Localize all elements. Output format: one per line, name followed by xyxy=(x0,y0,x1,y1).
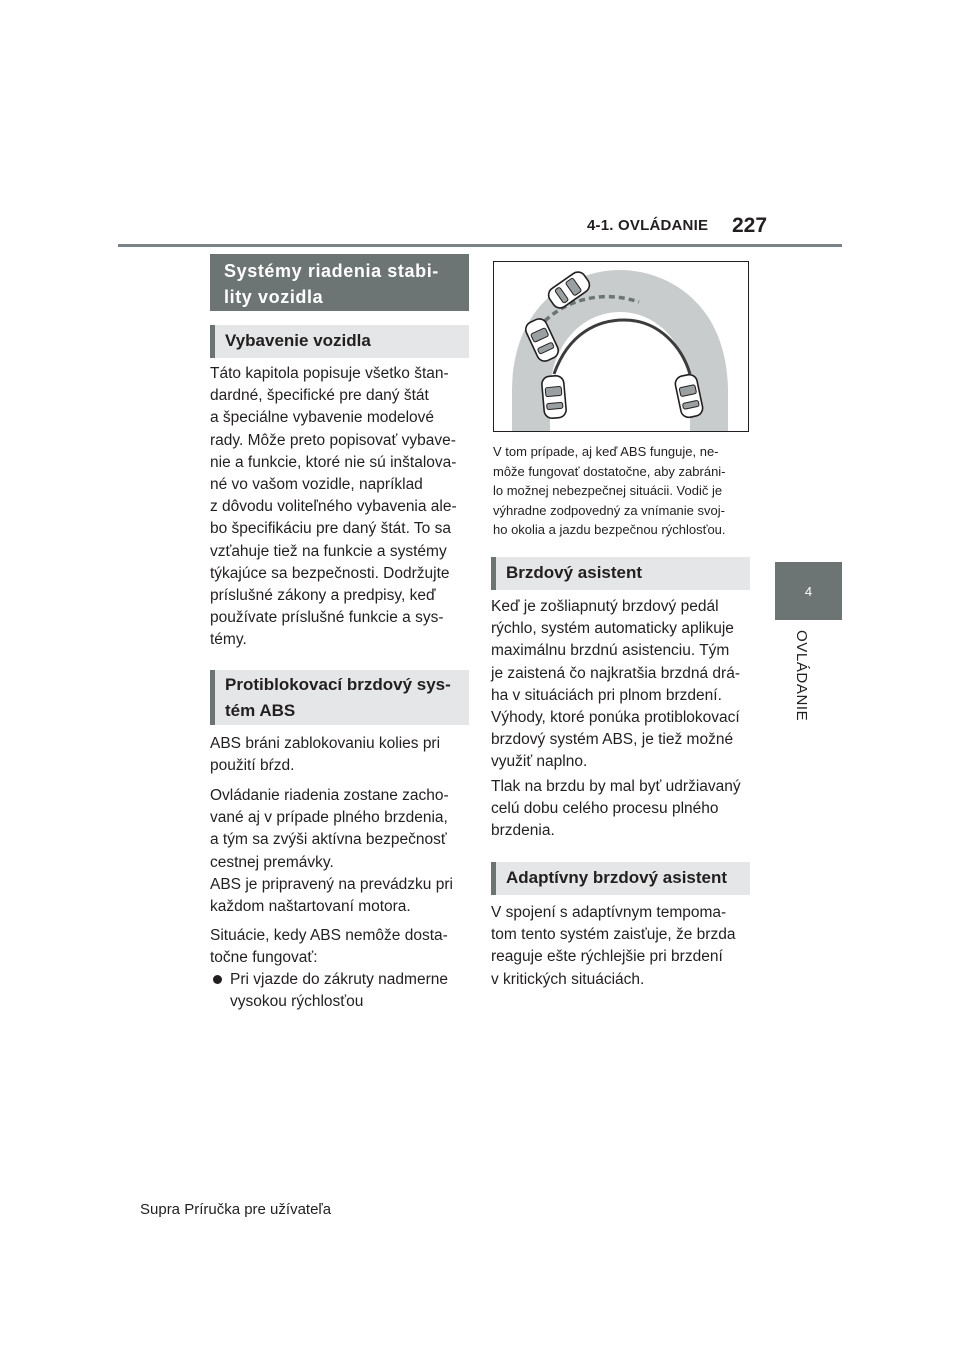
text-line: príslušné zákony a predpisy, keď xyxy=(210,587,436,605)
text-line: ABS je pripravený na prevádzku pri xyxy=(210,876,453,893)
abs-bullet-item xyxy=(213,969,475,1013)
text-line: Pri vjazde do zákruty nadmerne xyxy=(230,971,448,988)
curve-skid-diagram xyxy=(494,262,748,431)
text-line: brzdenia. xyxy=(491,822,555,840)
text-line: lo možnej nebezpečnej situácii. Vodič je xyxy=(493,483,723,498)
text-line: v kritických situáciách. xyxy=(491,970,645,988)
heading-brzdovy-asistent: Brzdový asistent xyxy=(491,557,750,590)
text-line: a špeciálne vybavenie modelové xyxy=(210,409,435,427)
text-line: Ovládanie riadenia zostane zacho- xyxy=(210,787,449,804)
chapter-tab-number: 4 xyxy=(775,562,842,620)
text-line: Situácie, kedy ABS nemôže dosta- xyxy=(210,927,448,944)
text-line: reaguje ešte rýchlejšie pri brzdení xyxy=(491,948,723,966)
heading-abs: Protiblokovací brzdový sys- tém ABS xyxy=(210,670,469,725)
text-line: bo špecifikáciu pre daný štát. To sa xyxy=(210,520,451,538)
text-line: ha v situáciách pri plnom brzdení. xyxy=(491,686,722,704)
illustration-caption xyxy=(493,442,758,540)
text-line: každom naštartovaní motora. xyxy=(210,898,411,916)
adaptive-paragraph xyxy=(491,902,756,991)
brake-assist-paragraph-1 xyxy=(491,596,756,774)
text-line: ABS bráni zablokovaniu kolies pri xyxy=(210,735,441,752)
text-line: vysokou rýchlosťou xyxy=(230,993,364,1011)
abs-paragraph-3 xyxy=(210,874,472,918)
abs-paragraph-2 xyxy=(210,785,472,874)
text-line: použití bŕzd. xyxy=(210,757,295,775)
text-line: maximálnu brzdnú asistenciu. Tým xyxy=(491,642,730,660)
text-line: používate príslušné funkcie a sys- xyxy=(210,609,444,627)
text-line: rýchlo, systém automaticky aplikuje xyxy=(491,620,734,638)
text-line: Výhody, ktoré ponúka protiblokovací xyxy=(491,709,740,727)
text-line: dardné, špecifické pre daný štát xyxy=(210,387,429,405)
text-line: cestnej premávky. xyxy=(210,853,334,871)
heading-adaptivny-brzdovy-asistent: Adaptívny brzdový asistent xyxy=(491,862,750,895)
text-line: výhradne zodpovedný za vnímanie svoj- xyxy=(493,502,725,518)
text-line: z dôvodu voliteľného vybavenia ale- xyxy=(210,498,457,516)
text-line: vzťahuje tiež na funkcie a systémy xyxy=(210,542,447,560)
text-line: V tom prípade, aj keď ABS funguje, ne- xyxy=(493,444,719,459)
bullet-icon xyxy=(213,975,222,984)
text-line: brzdový systém ABS, je tiež možné xyxy=(491,731,734,749)
running-header-section: 4-1. OVLÁDANIE xyxy=(587,217,709,234)
text-line: točne fungovať: xyxy=(210,949,318,967)
page-number: 227 xyxy=(732,214,768,237)
text-line: a tým sa zvýši aktívna bezpečnosť xyxy=(210,831,447,849)
text-line: tom tento systém zaisťuje, že brzda xyxy=(491,926,736,944)
text-line: rady. Môže preto popisovať vybave- xyxy=(210,431,456,449)
curve-skid-illustration xyxy=(493,261,749,432)
text-line: Keď je zošliapnutý brzdový pedál xyxy=(491,598,719,615)
equipment-paragraph xyxy=(210,363,472,652)
text-line: vané aj v prípade plného brzdenia, xyxy=(210,809,448,827)
text-line: né vo vašom vozidle, napríklad xyxy=(210,476,423,494)
text-line: nie a funkcie, ktoré nie sú inštalova- xyxy=(210,453,457,471)
header-rule xyxy=(118,244,842,247)
text-line: témy. xyxy=(210,631,247,649)
text-line: Tlak na brzdu by mal byť udržiavaný xyxy=(491,778,741,795)
text-line: celú dobu celého procesu plného xyxy=(491,800,719,818)
abs-paragraph-1 xyxy=(210,733,472,777)
abs-paragraph-4 xyxy=(210,925,472,969)
text-line: Táto kapitola popisuje všetko štan- xyxy=(210,365,449,382)
main-heading: Systémy riadenia stabi- lity vozidla xyxy=(210,254,469,311)
brake-assist-paragraph-2 xyxy=(491,776,756,843)
footer-manual-title: Supra Príručka pre užívateľa xyxy=(140,1201,332,1218)
chapter-tab-title: OVLÁDANIE xyxy=(793,630,810,722)
text-line: ho okolia a jazdu bezpečnou rýchlosťou. xyxy=(493,522,726,537)
heading-vybavenie: Vybavenie vozidla xyxy=(210,325,469,358)
car-icon xyxy=(541,375,567,419)
text-line: je zaistená čo najkratšia brzdná drá- xyxy=(491,664,740,682)
text-line: využiť naplno. xyxy=(491,753,588,771)
text-line: môže fungovať dostatočne, aby zabráni- xyxy=(493,463,726,479)
text-line: týkajúce sa bezpečnosti. Dodržujte xyxy=(210,564,450,582)
text-line: V spojení s adaptívnym tempoma- xyxy=(491,904,727,921)
